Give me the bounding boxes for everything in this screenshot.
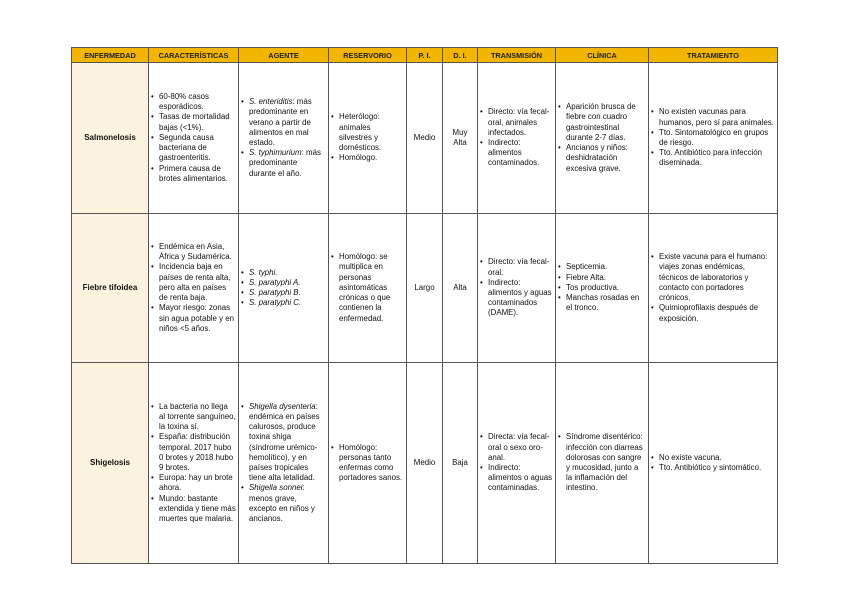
disease-name: Salmonelosis (72, 63, 149, 214)
list-item: • 60-80% casos esporádicos. (151, 92, 236, 112)
tratamiento-cell (649, 363, 778, 564)
reservorio-cell (329, 63, 407, 214)
disease-table-sheet (71, 47, 778, 564)
tratamiento-cell (649, 214, 778, 363)
header-row (72, 48, 778, 63)
tratamiento-list (651, 107, 775, 168)
list-item: • Directa: vía fecal-oral o sexo oro-anal. (480, 432, 553, 463)
caracteristicas-cell (149, 63, 239, 214)
agent-name: Shigella dysenteria (249, 401, 316, 411)
table-row-salmonelosis (72, 63, 778, 214)
agent-name: S. typhi. (249, 267, 278, 277)
list-item: • Homólogo: se multiplica en personas asintomáticas crónicas o que contienen la enfermedad. (331, 252, 404, 323)
agente-cell (239, 214, 329, 363)
list-item: • Síndrome disentérico: infección con diarreas dolorosas con sangre y mucosidad, junto a la inflamación del intestino. (558, 432, 646, 493)
table-row-shigelosis (72, 363, 778, 564)
disease-name: Fiebre tifoidea (72, 214, 149, 363)
transmision-cell (478, 63, 556, 214)
list-item: • Mundo: bastante extendida y tiene más muertes que malaria. (151, 494, 236, 525)
list-item: • Manchas rosadas en el tronco. (558, 293, 646, 313)
agente-list (241, 97, 326, 179)
transmision-cell (478, 363, 556, 564)
pi-value: Largo (407, 214, 443, 363)
reservorio-list (331, 443, 404, 484)
clinica-cell (556, 363, 649, 564)
list-item: • Homólogo. (331, 153, 404, 163)
caracteristicas-cell (149, 214, 239, 363)
list-item: • Incidencia baja en países de renta alta, pero alta en países de renta baja. (151, 262, 236, 303)
list-item: • Tto. Antibiótico para infección diseminada. (651, 148, 775, 168)
header-clinica: CLÍNICA (556, 48, 649, 63)
agent-description: : más predominante en verano a partir de alimentos en mal estado. (249, 97, 312, 147)
clinica-list (558, 102, 646, 173)
list-item: • Homólogo: personas tanto enfermas como portadores sanos. (331, 443, 404, 484)
caracteristicas-list (151, 242, 236, 334)
agent-name: S. paratyphi B. (249, 288, 301, 297)
list-item: • Fiebre Alta. (558, 273, 646, 283)
header-agente: AGENTE (239, 48, 329, 63)
header-transmision: TRANSMISIÓN (478, 48, 556, 63)
list-item: • Directo: vía fecal-oral, animales infectados. (480, 107, 553, 138)
list-item: • Endémica en Asia, África y Sudamérica. (151, 242, 236, 262)
list-item: • La bacteria no llega al torrente sanguíneo, la toxina sí. (151, 402, 236, 433)
agent-name: S. paratyphi A. (249, 277, 301, 287)
header-reservorio: RESERVORIO (329, 48, 407, 63)
list-item (241, 97, 326, 148)
list-item: • Ancianos y niños: deshidratación excesiva grave. (558, 143, 646, 174)
list-item: • España: distribución temporal. 2017 hubo 0 brotes y 2018 hubo 9 brotes. (151, 432, 236, 473)
tratamiento-list (651, 252, 775, 323)
caracteristicas-cell (149, 363, 239, 564)
transmision-list (480, 257, 553, 318)
header-caracteristicas: CARACTERÍSTICAS (149, 48, 239, 63)
pi-value: Medio (407, 63, 443, 214)
di-value: Muy Alta (443, 63, 478, 214)
list-item: • Indirecto: alimentos contaminados. (480, 138, 553, 169)
reservorio-list (331, 252, 404, 323)
tratamiento-list (651, 453, 775, 473)
clinica-list (558, 432, 646, 493)
list-item (241, 483, 326, 524)
list-item (241, 278, 326, 288)
list-item: • Quimioprofilaxis después de exposición. (651, 303, 775, 323)
tratamiento-cell (649, 63, 778, 214)
transmision-list (480, 107, 553, 168)
di-value: Alta (443, 214, 478, 363)
pi-value: Medio (407, 363, 443, 564)
caracteristicas-list (151, 402, 236, 524)
agent-name: S. typhimurium (249, 148, 302, 158)
list-item (241, 298, 326, 308)
list-item: • Primera causa de brotes alimentarios. (151, 164, 236, 184)
list-item (241, 288, 326, 298)
header-di: D. I. (443, 48, 478, 63)
list-item: • Septicemia. (558, 262, 646, 272)
header-tratamiento: TRATAMIENTO (649, 48, 778, 63)
list-item: • Tto. Sintomatológico en grupos de riesgo. (651, 128, 775, 148)
disease-table (71, 47, 778, 564)
clinica-cell (556, 63, 649, 214)
list-item: • Aparición brusca de fiebre con cuadro gastrointestinal durante 2-7 días. (558, 102, 646, 143)
list-item (241, 148, 326, 179)
transmision-list (480, 432, 553, 493)
clinica-list (558, 262, 646, 313)
list-item (241, 268, 326, 278)
reservorio-cell (329, 363, 407, 564)
transmision-cell (478, 214, 556, 363)
di-value: Baja (443, 363, 478, 564)
clinica-cell (556, 214, 649, 363)
list-item: • Mayor riesgo: zonas sin agua potable y en niños <5 años. (151, 303, 236, 334)
list-item: • Existe vacuna para el humano: viajes zonas endémicas, técnicos de laboratorios y contacto con portadores crónicos. (651, 252, 775, 303)
list-item: • Tos productiva. (558, 283, 646, 293)
agent-description: : endémica en países calurosos, produce toxina shiga (síndrome urémico-hemolítico), y en países tropicales tiene alta letalidad. (249, 401, 320, 483)
list-item: • Indirecto: alimentos o aguas contaminadas. (480, 463, 553, 494)
reservorio-list (331, 112, 404, 163)
reservorio-cell (329, 214, 407, 363)
agente-list (241, 402, 326, 524)
list-item: • No existen vacunas para humanos, pero sí para animales. (651, 107, 775, 127)
list-item: • Europa: hay un brote ahora. (151, 473, 236, 493)
agent-description: : menos grave, excepto en niños y ancianos. (249, 483, 315, 524)
agent-name: Shigella sonnei (249, 483, 303, 493)
agente-cell (239, 363, 329, 564)
disease-name: Shigelosis (72, 363, 149, 564)
table-row-fiebre-tifoidea (72, 214, 778, 363)
list-item: • Segunda causa bacteriana de gastroenteritis. (151, 133, 236, 164)
agente-list (241, 268, 326, 309)
list-item: • Heterólogo: animales silvestres y domésticos. (331, 112, 404, 153)
list-item: • Tto. Antibiótico y sintomático. (651, 463, 775, 473)
agent-name: S. paratyphi C. (249, 298, 302, 308)
agente-cell (239, 63, 329, 214)
list-item: • Directo: vía fecal-oral. (480, 257, 553, 277)
caracteristicas-list (151, 92, 236, 184)
header-enfermedad: ENFERMEDAD (72, 48, 149, 63)
list-item: • Tasas de mortalidad bajas (<1%). (151, 112, 236, 132)
list-item: • No existe vacuna. (651, 453, 775, 463)
agent-name: S. enteriditis (249, 97, 293, 107)
header-pi: P. I. (407, 48, 443, 63)
list-item (241, 402, 326, 484)
list-item: • Indirecto: alimentos y aguas contaminados (DAME). (480, 278, 553, 319)
agent-description: : más predominante durante el año. (249, 148, 321, 178)
